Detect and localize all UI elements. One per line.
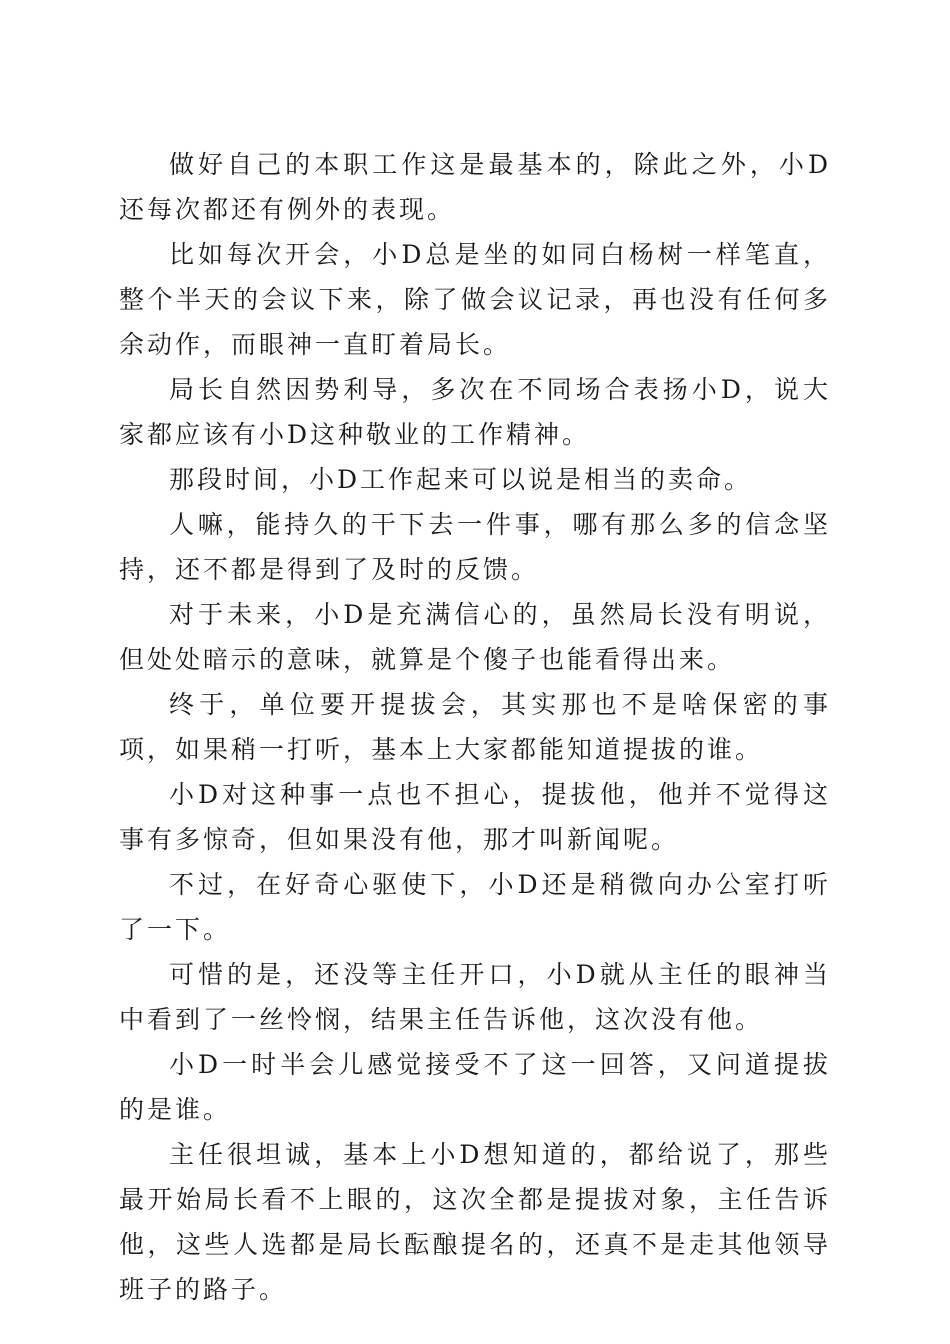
paragraph-2: 比如每次开会，小D总是坐的如同白杨树一样笔直，整个半天的会议下来，除了做会议记录，再也没有任何多余动作，而眼神一直盯着局长。 — [119, 240, 831, 359]
paragraph-9: 不过，在好奇心驱使下，小D还是稍微向办公室打听了一下。 — [119, 870, 831, 944]
paragraph-6: 对于未来，小D是充满信心的，虽然局长没有明说，但处处暗示的意味，就算是个傻子也能看得出来。 — [119, 600, 831, 674]
paragraph-5: 人嘛，能持久的干下去一件事，哪有那么多的信念坚持，还不都是得到了及时的反馈。 — [119, 510, 831, 584]
paragraph-3: 局长自然因势利导，多次在不同场合表扬小D，说大家都应该有小D这种敬业的工作精神。 — [119, 375, 831, 449]
body-text — [119, 142, 831, 1312]
paragraph-7: 终于，单位要开提拔会，其实那也不是啥保密的事项，如果稍一打听，基本上大家都能知道提拔的谁。 — [119, 690, 831, 764]
paragraph-10: 可惜的是，还没等主任开口，小D就从主任的眼神当中看到了一丝怜悯，结果主任告诉他，这次没有他。 — [119, 960, 831, 1034]
paragraph-1: 做好自己的本职工作这是最基本的，除此之外，小D还每次都还有例外的表现。 — [119, 150, 831, 224]
paragraph-4: 那段时间，小D工作起来可以说是相当的卖命。 — [169, 465, 753, 494]
paragraph-8: 小D对这种事一点也不担心，提拔他，他并不觉得这事有多惊奇，但如果没有他，那才叫新闻呢。 — [119, 780, 831, 854]
paragraph-11: 小D一时半会儿感觉接受不了这一回答，又问道提拔的是谁。 — [119, 1050, 831, 1124]
paragraph-12: 主任很坦诚，基本上小D想知道的，都给说了，那些最开始局长看不上眼的，这次全都是提拔对象，主任告诉他，这些人选都是局长酝酿提名的，还真不是走其他领导班子的路子。 — [119, 1140, 831, 1304]
